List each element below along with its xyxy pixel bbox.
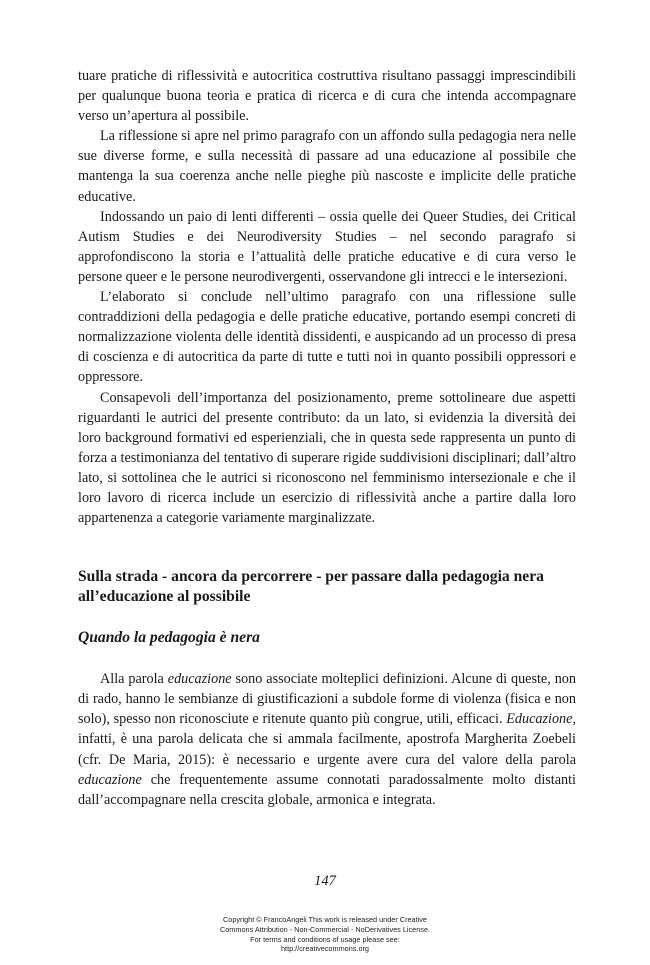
text-run: sono associate molteplici definizioni. Alcune di queste, non di rado, hanno le sembianze di giustificazioni a subdole forme di violenza (fisica e non solo), spesso non riconosciute e ritenute quanto più congrue, utili, efficaci. [78, 671, 576, 728]
emphasis-educazione: educazione [78, 771, 142, 788]
page-body [78, 66, 576, 810]
subsection-heading: Quando la pedagogia è nera [78, 629, 260, 647]
text-run: , infatti, è una parola delicata che si ammala facilmente, apostrofa Margherita Zoebeli (cfr. De Maria, 2015): è necessario e urgente avere cura del valore della parola [78, 711, 576, 768]
copyright-footer [0, 915, 650, 954]
section-heading: Sulla strada - ancora da percorrere - per passare dalla pedagogia nera all’educazione al possibile [78, 568, 544, 606]
emphasis-educazione: Educazione [506, 711, 573, 728]
spacer [78, 607, 576, 628]
emphasis-educazione: educazione [167, 671, 232, 688]
footer-line: http://creativecommons.org [280, 944, 369, 954]
paragraph-first-section: La riflessione si apre nel primo paragrafo con un affondo sulla pedagogia nera nelle sue diverse forme, e sulla necessità di passare ad una educazione al possibile che mantenga la sua coerenza anche nelle pieghe più nascoste e implicite delle pratiche educative. [78, 128, 576, 205]
paragraph-intro-continuation: tuare pratiche di riflessività e autocritica costruttiva risultano passaggi imprescindibili per qualunque buona teoria e pratica di ricerca e di cura che intenda accompagnare verso un’apertura al possibile. [78, 68, 576, 125]
text-run: che frequentemente assume connotati paradossalmente molto distanti dall’accompagnare nella crescita globale, armonica e integrata. [78, 771, 576, 808]
spacer [78, 648, 576, 669]
paragraph-second-section: Indossando un paio di lenti differenti – ossia quelle dei Queer Studies, dei Critical Autism Studies e dei Neurodiversity Studies – nel secondo paragrafo si approfondiscono la storia e l’attualità delle pratiche educative e di cura verso le persone queer e le persone neurodivergenti, osservandone gli intrecci e le intersezioni. [78, 208, 576, 285]
footer-line: Copyright © FrancoAngeli This work is released under Creative [223, 915, 427, 924]
text-run: Alla parola [100, 671, 168, 688]
spacer [78, 528, 576, 567]
footer-line: Commons Attribution - Non-Commercial - NoDerivatives License. [219, 924, 431, 934]
paragraph-positioning: Consapevoli dell’importanza del posizionamento, preme sottolineare due aspetti riguardanti le autrici del presente contributo: da un lato, si evidenzia la diversità dei loro background formativi ed esperienziali, che in questa sede rappresenta un punto di forza a testimonianza del tentativo di superare rigide suddivisioni disciplinari; dall’altro lato, si sottolinea che le autrici si riconoscono nel femminismo intersezionale e che il loro lavoro di ricerca include un esercizio di riflessività anche a partire dalla loro appartenenza a categorie variamente marginalizzate. [78, 389, 576, 527]
footer-line: For terms and conditions of usage please see: [250, 934, 400, 944]
paragraph-conclusion: L’elaborato si conclude nell’ultimo paragrafo con una riflessione sulle contraddizioni della pedagogia e delle pratiche educative, portando esempi concreti di normalizzazione violenta delle identità dissidenti, e auspicando ad un processo di presa di coscienza e di autocritica da parte di tutte e tutti noi in quanto possibili oppressori e oppressore. [78, 289, 576, 386]
paragraph-educazione [78, 669, 576, 810]
page-number: 147 [314, 873, 336, 889]
